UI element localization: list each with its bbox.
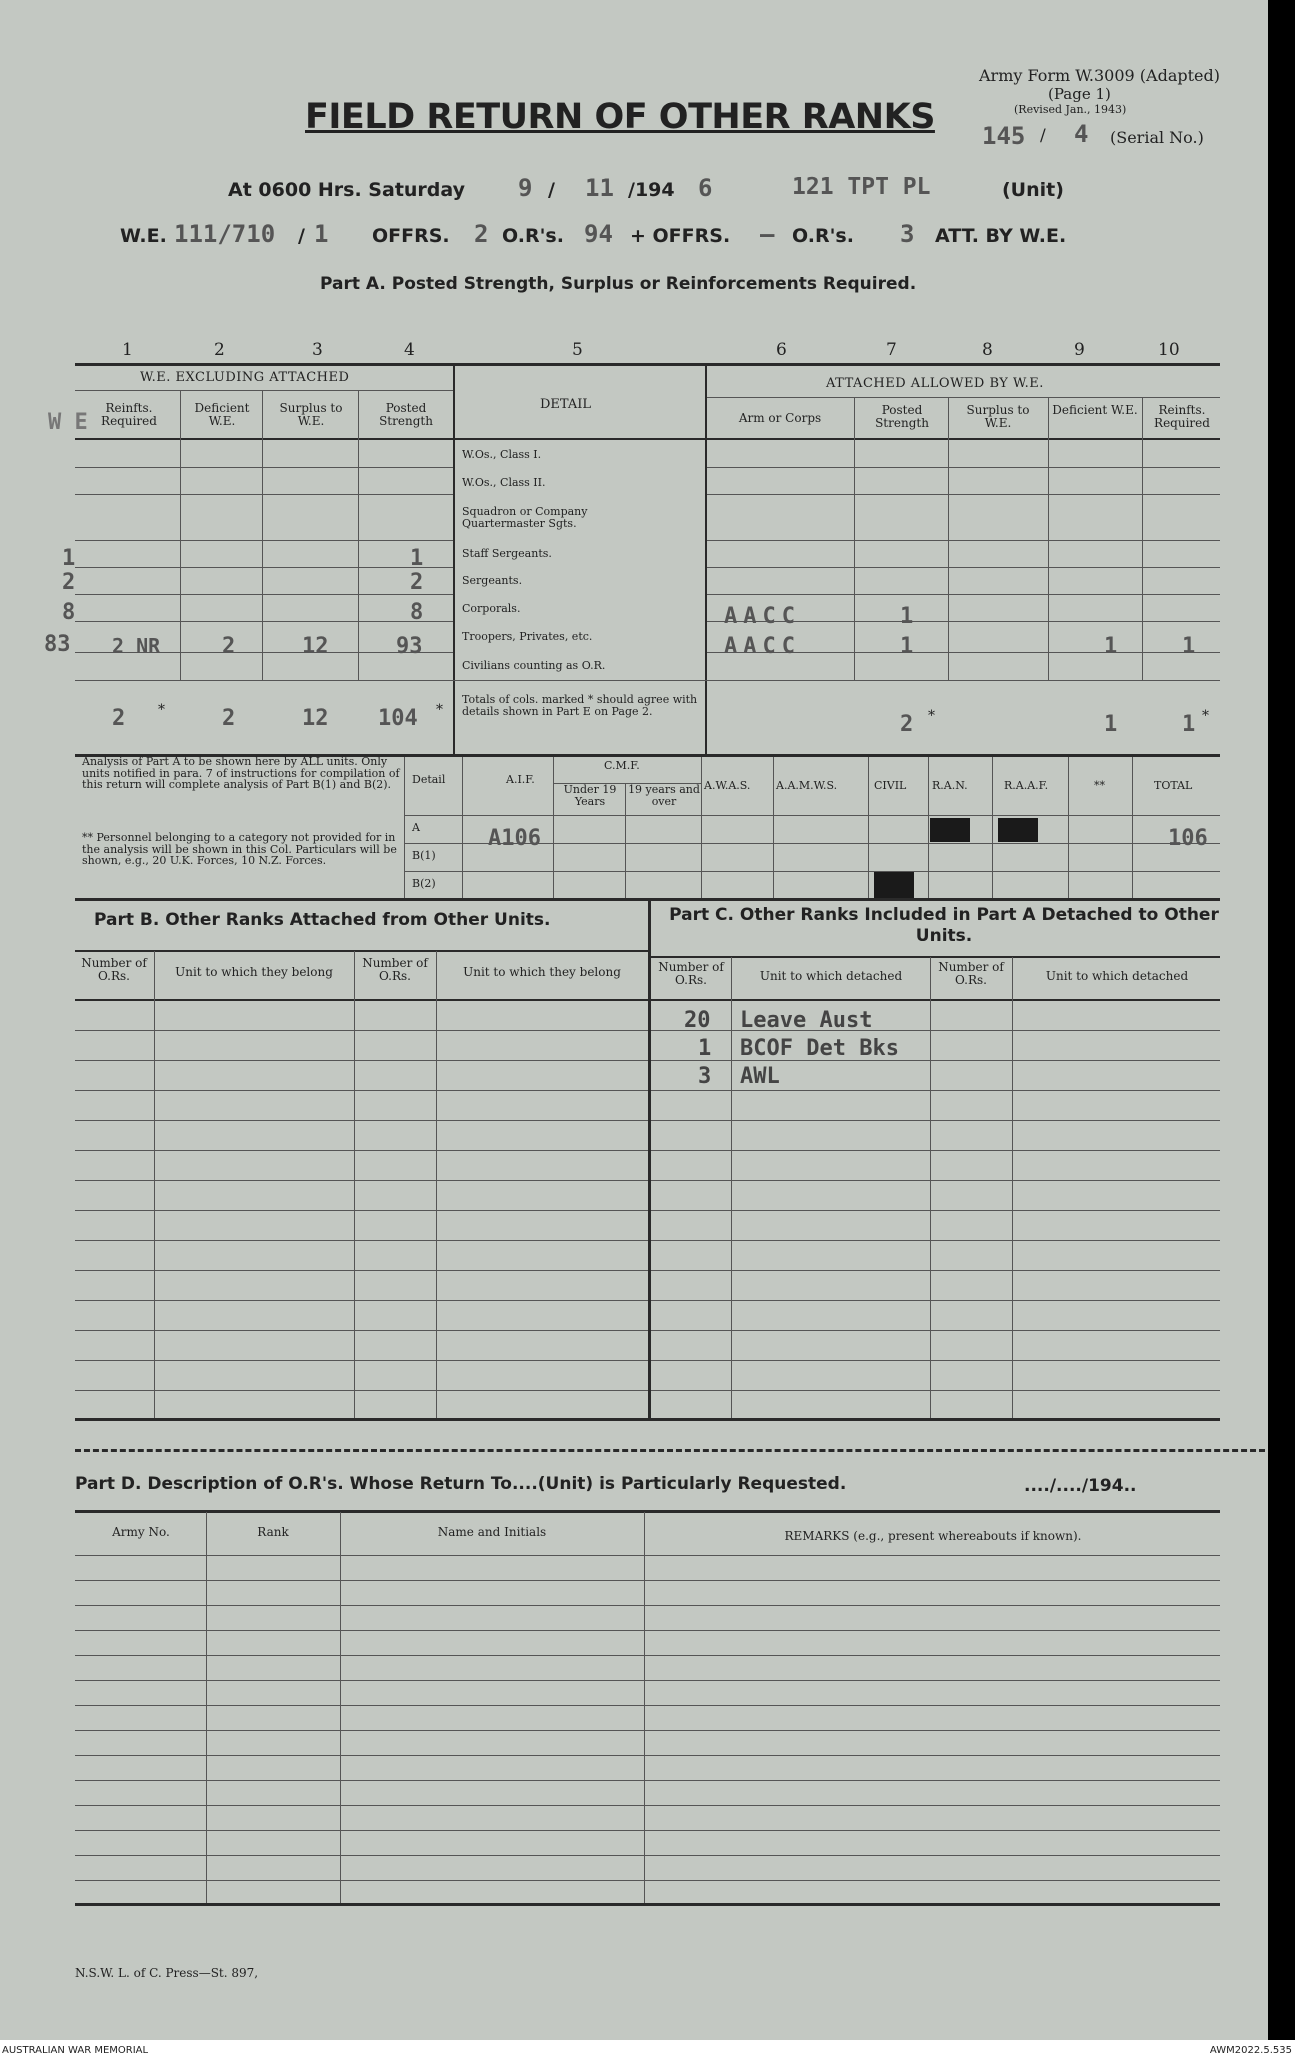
total-att-posted: 2	[900, 712, 914, 737]
printer-imprint: N.S.W. L. of C. Press—St. 897,	[75, 1966, 259, 1980]
part-b-col-rule-3	[436, 951, 437, 1419]
part-c-hdr-unit-1: Unit to which detached	[759, 969, 903, 983]
pte-reinfts-nr: 2 NR	[112, 634, 161, 658]
analysis-hdr-aamws: A.A.M.W.S.	[776, 779, 838, 792]
ors2-label: O.R's.	[792, 225, 854, 247]
offrs-value: 2	[474, 220, 489, 248]
analysis-row-b2: B(2)	[412, 877, 436, 890]
col-number-1: 1	[122, 340, 133, 360]
row-rule-2	[75, 494, 453, 495]
cpl-arm-corps: AACC	[724, 604, 801, 629]
report-year-digit: 6	[698, 174, 713, 202]
part-d-col-rule-3	[644, 1512, 645, 1904]
part-d-col-rule-1	[206, 1512, 207, 1904]
serial-label: (Serial No.)	[1110, 128, 1204, 147]
detail-wo1: W.Os., Class I.	[462, 448, 542, 461]
part-b-writing-line-9	[75, 1300, 648, 1301]
cpl-att-posted: 1	[900, 604, 914, 629]
we-value: 111/710	[174, 220, 276, 248]
we-label: W.E.	[120, 225, 167, 247]
total-att-reinfts: 1	[1182, 712, 1196, 737]
part-d-writing-line-8	[75, 1755, 1220, 1756]
part-d-writing-line-3	[75, 1630, 1220, 1631]
col-rule-9	[1142, 397, 1143, 680]
part-d-writing-line-0	[75, 1555, 1220, 1556]
part-b-writing-line-6	[75, 1210, 648, 1211]
col-number-10: 10	[1158, 340, 1180, 360]
hdr-att-posted-strength: Posted Strength	[875, 403, 929, 430]
report-month: 11	[585, 174, 614, 202]
total-deficient: 2	[222, 706, 236, 731]
civil-block-mark	[874, 872, 914, 899]
part-b-writing-line-8	[75, 1270, 648, 1271]
analysis-hdr-under19: Under 19 Years	[563, 783, 617, 808]
analysis-rule-10	[1132, 757, 1133, 899]
part-d-bottom-rule	[75, 1903, 1220, 1906]
star-1: *	[158, 702, 165, 718]
group-right-rule	[707, 397, 1220, 398]
col-number-3: 3	[312, 340, 323, 360]
part-c-title: Part C. Other Ranks Included in Part A Detached to Other Units.	[669, 905, 1219, 946]
unit-label: (Unit)	[1002, 179, 1064, 201]
part-c-head-rule	[651, 956, 1220, 958]
part-d-writing-line-10	[75, 1805, 1220, 1806]
part-c-writing-line-1	[651, 1060, 1220, 1061]
analysis-rule-9	[1068, 757, 1069, 899]
part-a-title: Part A. Posted Strength, Surplus or Reinforcements Required.	[320, 274, 917, 294]
detail-right-rule	[705, 363, 707, 755]
date-sep-1: /	[548, 179, 555, 201]
group-left-label: W.E. EXCLUDING ATTACHED	[140, 370, 350, 385]
analysis-rule-3	[625, 783, 626, 899]
analysis-hdr-awas: A.W.A.S.	[704, 779, 751, 792]
col-number-2: 2	[214, 340, 225, 360]
row-rule-1	[75, 467, 453, 468]
ran-block-mark	[930, 818, 970, 842]
part-c-hdr-number-1: Number of O.Rs.	[658, 960, 724, 987]
part-b-writing-line-10	[75, 1330, 648, 1331]
analysis-row-rule-3	[404, 871, 1220, 872]
ors2-value: 3	[900, 220, 915, 248]
hdr-deficient-we: Deficient W.E.	[194, 401, 250, 428]
part-b-title: Part B. Other Ranks Attached from Other Units.	[94, 910, 551, 930]
total-reinfts: 2	[112, 706, 126, 731]
analysis-rule-5	[773, 757, 774, 899]
group-right-label: ATTACHED ALLOWED BY W.E.	[826, 376, 1044, 391]
part-a-top-rule	[75, 363, 1220, 366]
analysis-hdr-cmf: C.M.F.	[604, 759, 640, 772]
pte-reinfts: 83	[44, 632, 71, 657]
analysis-rule-8	[992, 757, 993, 899]
revised-date: (Revised Jan., 1943)	[1014, 103, 1127, 116]
detail-civilians: Civilians counting as O.R.	[462, 659, 606, 672]
hdr-att-reinfts: Reinfts. Required	[1154, 403, 1210, 430]
part-bc-divider	[648, 898, 651, 1420]
report-time-label: At 0600 Hrs. Saturday	[228, 179, 466, 201]
part-c-hdr-unit-2: Unit to which detached	[1045, 969, 1189, 983]
analysis-row-b1: B(1)	[412, 849, 436, 862]
part-d-writing-line-1	[75, 1580, 1220, 1581]
part-d-writing-line-4	[75, 1655, 1220, 1656]
part-c-hdr-number-2: Number of O.Rs.	[938, 960, 1004, 987]
part-b-writing-line-4	[75, 1150, 648, 1151]
offrs-label: OFFRS.	[372, 225, 450, 247]
analysis-hdr-other: **	[1094, 779, 1105, 792]
col-rule-8	[1048, 397, 1049, 680]
part-d-writing-line-6	[75, 1705, 1220, 1706]
star-4: *	[436, 702, 443, 718]
part-b-col-rule-1	[154, 951, 155, 1419]
analysis-note: Analysis of Part A to be shown here by ALL units. Only units notified in para. 7 of instructions for compilation of this return will complete analysis of Part B(1) and B(2).	[82, 755, 400, 791]
part-c-col-rule-3	[1012, 957, 1013, 1419]
col-rule-6	[854, 397, 855, 680]
ors-value: 94	[584, 220, 613, 248]
pte-att-reinfts: 1	[1182, 634, 1196, 659]
part-d-writing-line-9	[75, 1780, 1220, 1781]
part-b-writing-line-11	[75, 1360, 648, 1361]
part-b-writing-line-12	[75, 1390, 648, 1391]
staff-sgt-reinfts: 1	[62, 546, 76, 571]
detail-staff-sgt: Staff Sergeants.	[462, 547, 552, 560]
we-slash: /	[298, 225, 305, 247]
part-c-row-2-number: 1	[698, 1036, 712, 1061]
part-c-writing-line-11	[651, 1360, 1220, 1361]
analysis-hdr-raaf: R.A.A.F.	[1004, 779, 1049, 792]
perforation-line	[75, 1449, 1265, 1452]
detail-troopers: Troopers, Privates, etc.	[462, 630, 593, 643]
part-c-writing-line-12	[651, 1390, 1220, 1391]
analysis-note-2: ** Personnel belonging to a category not provided for in the analysis will be shown in this Col. Particulars will be shown, e.g., 20 U.K. Forces, 10 N.Z. Forces.	[82, 831, 397, 867]
analysis-hdr-ran: R.A.N.	[932, 779, 968, 792]
part-c-row-2-unit: BCOF Det Bks	[740, 1036, 899, 1061]
margin-mark: W E	[48, 410, 88, 435]
analysis-row-a: A	[412, 821, 420, 834]
col-number-7: 7	[886, 340, 897, 360]
part-b-col-rule-2	[354, 951, 355, 1419]
army-form-id: Army Form W.3009 (Adapted)	[978, 66, 1220, 85]
col-number-8: 8	[982, 340, 993, 360]
pte-att-deficient: 1	[1104, 634, 1118, 659]
analysis-hdr-over19: 19 years and over	[628, 783, 700, 808]
part-c-row-3-number: 3	[698, 1064, 712, 1089]
pte-deficient: 2	[222, 634, 236, 659]
part-d-title: Part D. Description of O.R's. Whose Return To....(Unit) is Particularly Requested.	[75, 1474, 847, 1494]
part-b-writing-line-7	[75, 1240, 648, 1241]
total-att-deficient: 1	[1104, 712, 1118, 737]
analysis-aif-a: A106	[488, 826, 541, 851]
part-bc-bottom-rule	[75, 1418, 1220, 1421]
analysis-hdr-aif: A.I.F.	[506, 773, 535, 786]
page-number: (Page 1)	[1048, 85, 1111, 103]
part-d-writing-line-7	[75, 1730, 1220, 1731]
part-d-writing-line-11	[75, 1830, 1220, 1831]
cpl-reinfts: 8	[62, 600, 76, 625]
part-c-writing-line-2	[651, 1090, 1220, 1091]
row-rule-r2	[707, 494, 1220, 495]
hdr-detail: DETAIL	[540, 397, 592, 412]
part-b-hdr-unit-1: Unit to which they belong	[175, 965, 333, 979]
row-rule-3	[75, 540, 453, 541]
part-d-writing-line-5	[75, 1680, 1220, 1681]
sgt-posted: 2	[410, 570, 424, 595]
part-b-writing-line-0	[75, 1030, 648, 1031]
col-rule-2	[262, 390, 263, 680]
detail-sergeants: Sergeants.	[462, 574, 523, 587]
part-d-writing-line-2	[75, 1605, 1220, 1606]
analysis-hdr-detail: Detail	[412, 773, 446, 786]
analysis-rule-6	[868, 757, 869, 899]
part-b-writing-line-5	[75, 1180, 648, 1181]
plus-offrs-value: –	[760, 220, 775, 248]
row-rule-5	[75, 594, 453, 595]
col-rule-1	[180, 390, 181, 680]
part-d-top-rule	[75, 1510, 1220, 1513]
cpl-posted: 8	[410, 600, 424, 625]
part-d-hdr-rank: Rank	[257, 1525, 289, 1539]
detail-corporals: Corporals.	[462, 602, 521, 615]
row-rule-r4	[707, 567, 1220, 568]
row-rule-r1	[707, 467, 1220, 468]
serial-slash: /	[1040, 126, 1046, 146]
we-suffix: 1	[314, 220, 329, 248]
part-c-col-rule-1	[731, 957, 732, 1419]
caption-right: AWM2022.5.535	[1209, 2045, 1292, 2056]
part-d-date: ..../..../194..	[1024, 1476, 1137, 1496]
ors-label: O.R's.	[502, 225, 564, 247]
col-number-9: 9	[1074, 340, 1085, 360]
row-rule-6	[75, 621, 453, 622]
staff-sgt-posted: 1	[410, 546, 424, 571]
detail-wo2: W.Os., Class II.	[462, 476, 546, 489]
part-c-writing-line-10	[651, 1330, 1220, 1331]
part-d-hdr-remarks: REMARKS (e.g., present whereabouts if known).	[784, 1529, 1082, 1543]
total-posted: 104	[378, 706, 418, 731]
part-b-writing-line-3	[75, 1120, 648, 1121]
analysis-rule-0	[404, 757, 405, 899]
part-d-col-rule-2	[340, 1512, 341, 1904]
analysis-total-a: 106	[1168, 826, 1208, 851]
part-b-writing-line-1	[75, 1060, 648, 1061]
col-number-5: 5	[572, 340, 583, 360]
form-title: FIELD RETURN OF OTHER RANKS	[305, 97, 935, 137]
part-b-head-rule	[75, 950, 648, 952]
hdr-att-surplus: Surplus to W.E.	[966, 403, 1030, 430]
part-b-writing-line-2	[75, 1090, 648, 1091]
analysis-rule-7	[928, 757, 929, 899]
totals-note: Totals of cols. marked * should agree with details shown in Part E on Page 2.	[462, 693, 698, 718]
row-rule-4	[75, 567, 453, 568]
report-day: 9	[518, 174, 533, 202]
hdr-arm-corps: Arm or Corps	[738, 411, 822, 425]
part-b-hdr-number-1: Number of O.Rs.	[81, 956, 147, 983]
part-c-writing-line-3	[651, 1120, 1220, 1121]
caption-left: AUSTRALIAN WAR MEMORIAL	[2, 2045, 149, 2056]
pte-att-posted: 1	[900, 634, 914, 659]
part-d-writing-line-12	[75, 1855, 1220, 1856]
row-rule-r5	[707, 594, 1220, 595]
part-d-hdr-name: Name and Initials	[437, 1525, 547, 1539]
part-c-writing-line-5	[651, 1180, 1220, 1181]
star-7: *	[928, 708, 935, 724]
hdr-posted-strength: Posted Strength	[379, 401, 433, 428]
total-surplus: 12	[302, 706, 329, 731]
pte-arm-corps: AACC	[724, 634, 801, 659]
col-rule-3	[358, 390, 359, 680]
analysis-rule-4	[701, 757, 702, 899]
detail-cqms: Squadron or Company Quartermaster Sgts.	[462, 505, 588, 530]
sgt-reinfts: 2	[62, 570, 76, 595]
hdr-att-deficient: Deficient W.E.	[1052, 403, 1138, 417]
part-c-writing-line-4	[651, 1150, 1220, 1151]
part-c-writing-line-8	[651, 1270, 1220, 1271]
analysis-hdr-total: TOTAL	[1154, 779, 1193, 792]
part-c-col-rule-2	[930, 957, 931, 1419]
detail-left-rule	[453, 363, 455, 755]
unit-value: 121 TPT PL	[792, 174, 931, 200]
part-b-hdr-number-2: Number of O.Rs.	[362, 956, 428, 983]
part-c-writing-line-9	[651, 1300, 1220, 1301]
star-10: *	[1202, 708, 1209, 724]
analysis-row-rule-1	[404, 815, 1220, 816]
part-d-hdr-army-no: Army No.	[112, 1525, 170, 1539]
part-c-writing-line-6	[651, 1210, 1220, 1211]
part-c-writing-line-7	[651, 1240, 1220, 1241]
part-b-hdr-unit-2: Unit to which they belong	[463, 965, 621, 979]
col-rule-7	[948, 397, 949, 680]
hdr-reinfts-required: Reinfts. Required	[101, 401, 157, 428]
part-bc-colhead-rule	[75, 999, 1220, 1001]
plus-offrs-label: + OFFRS.	[630, 225, 731, 247]
serial-number-value: 145	[982, 122, 1026, 150]
att-label: ATT. BY W.E.	[935, 225, 1067, 247]
group-left-rule	[75, 390, 453, 391]
pte-posted: 93	[396, 634, 423, 659]
analysis-hdr-civil: CIVIL	[874, 779, 907, 792]
serial-number-value-2: 4	[1074, 120, 1089, 148]
raaf-block-mark	[998, 818, 1038, 842]
pte-surplus: 12	[302, 634, 329, 659]
hdr-surplus-we: Surplus to W.E.	[279, 401, 343, 428]
report-year-prefix: /194	[628, 179, 675, 201]
row-rule-totals	[75, 680, 1220, 681]
part-c-writing-line-0	[651, 1030, 1220, 1031]
part-d-writing-line-13	[75, 1880, 1220, 1881]
analysis-rule-1	[462, 757, 463, 899]
part-c-row-3-unit: AWL	[740, 1064, 780, 1089]
caption-strip	[0, 2040, 1295, 2061]
row-rule-r3	[707, 540, 1220, 541]
part-c-row-1-number: 20	[684, 1008, 711, 1033]
analysis-rule-2	[553, 757, 554, 899]
col-number-6: 6	[776, 340, 787, 360]
col-number-4: 4	[404, 340, 415, 360]
part-c-row-1-unit: Leave Aust	[740, 1008, 873, 1033]
